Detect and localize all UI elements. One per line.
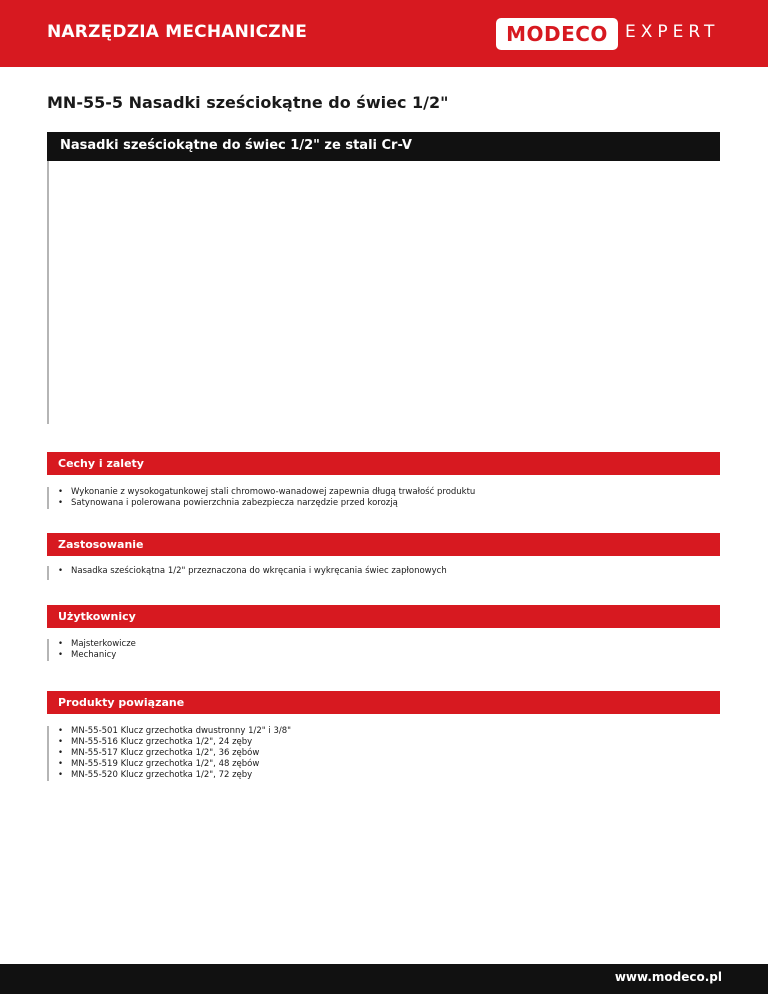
section-title: Zastosowanie	[58, 538, 144, 551]
bullet-icon: •	[58, 748, 64, 758]
product-subtitle: Nasadki sześciokątne do świec 1/2" ze stali Cr-V	[60, 138, 412, 153]
footer-bar	[0, 964, 768, 994]
related-products-list	[47, 726, 722, 781]
section-title: Produkty powiązane	[58, 696, 185, 709]
list-item: • MN-55-517 Klucz grzechotka 1/2", 36 zębów	[58, 748, 260, 758]
list-item: • MN-55-519 Klucz grzechotka 1/2", 48 zębów	[58, 759, 260, 769]
logo-suffix-text: EXPERT	[625, 22, 720, 42]
logo-brand-text: MODECO	[506, 22, 608, 46]
bullet-icon: •	[58, 650, 64, 660]
bullet-icon: •	[58, 566, 64, 576]
list-item: • Wykonanie z wysokogatunkowej stali chromowo-wanadowej zapewnia długą trwałość produktu	[58, 487, 476, 497]
list-item: • Mechanicy	[58, 650, 117, 660]
header-banner	[0, 0, 768, 67]
users-list	[47, 639, 722, 661]
list-item: • MN-55-501 Klucz grzechotka dwustronny 1/2" i 3/8"	[58, 726, 292, 736]
bullet-icon: •	[58, 498, 64, 508]
list-item: • MN-55-516 Klucz grzechotka 1/2", 24 zęby	[58, 737, 253, 747]
section-header-usage	[47, 533, 720, 556]
section-header-users	[47, 605, 720, 628]
bullet-icon: •	[58, 770, 64, 780]
bullet-icon: •	[58, 726, 64, 736]
features-list	[47, 487, 722, 509]
category-title: NARZĘDZIA MECHANICZNE	[47, 22, 308, 42]
usage-list	[47, 566, 722, 580]
product-image-area	[47, 161, 722, 424]
list-item: • Satynowana i polerowana powierzchnia zabezpiecza narzędzie przed korozją	[58, 498, 398, 508]
page-title: MN-55-5 Nasadki sześciokątne do świec 1/2"	[47, 93, 449, 112]
list-item: • Majsterkowicze	[58, 639, 136, 649]
section-header-related	[47, 691, 720, 714]
bullet-icon: •	[58, 639, 64, 649]
section-title: Cechy i zalety	[58, 457, 144, 470]
bullet-icon: •	[58, 759, 64, 769]
list-item: • MN-55-520 Klucz grzechotka 1/2", 72 zęby	[58, 770, 253, 780]
list-item: • Nasadka sześciokątna 1/2" przeznaczona do wkręcania i wykręcania świec zapłonowych	[58, 566, 447, 576]
website-link[interactable]: www.modeco.pl	[614, 970, 722, 984]
section-header-features	[47, 452, 720, 475]
bullet-icon: •	[58, 487, 64, 497]
section-title: Użytkownicy	[58, 610, 136, 623]
brand-logo	[496, 18, 618, 50]
bullet-icon: •	[58, 737, 64, 747]
product-bar	[47, 132, 720, 161]
